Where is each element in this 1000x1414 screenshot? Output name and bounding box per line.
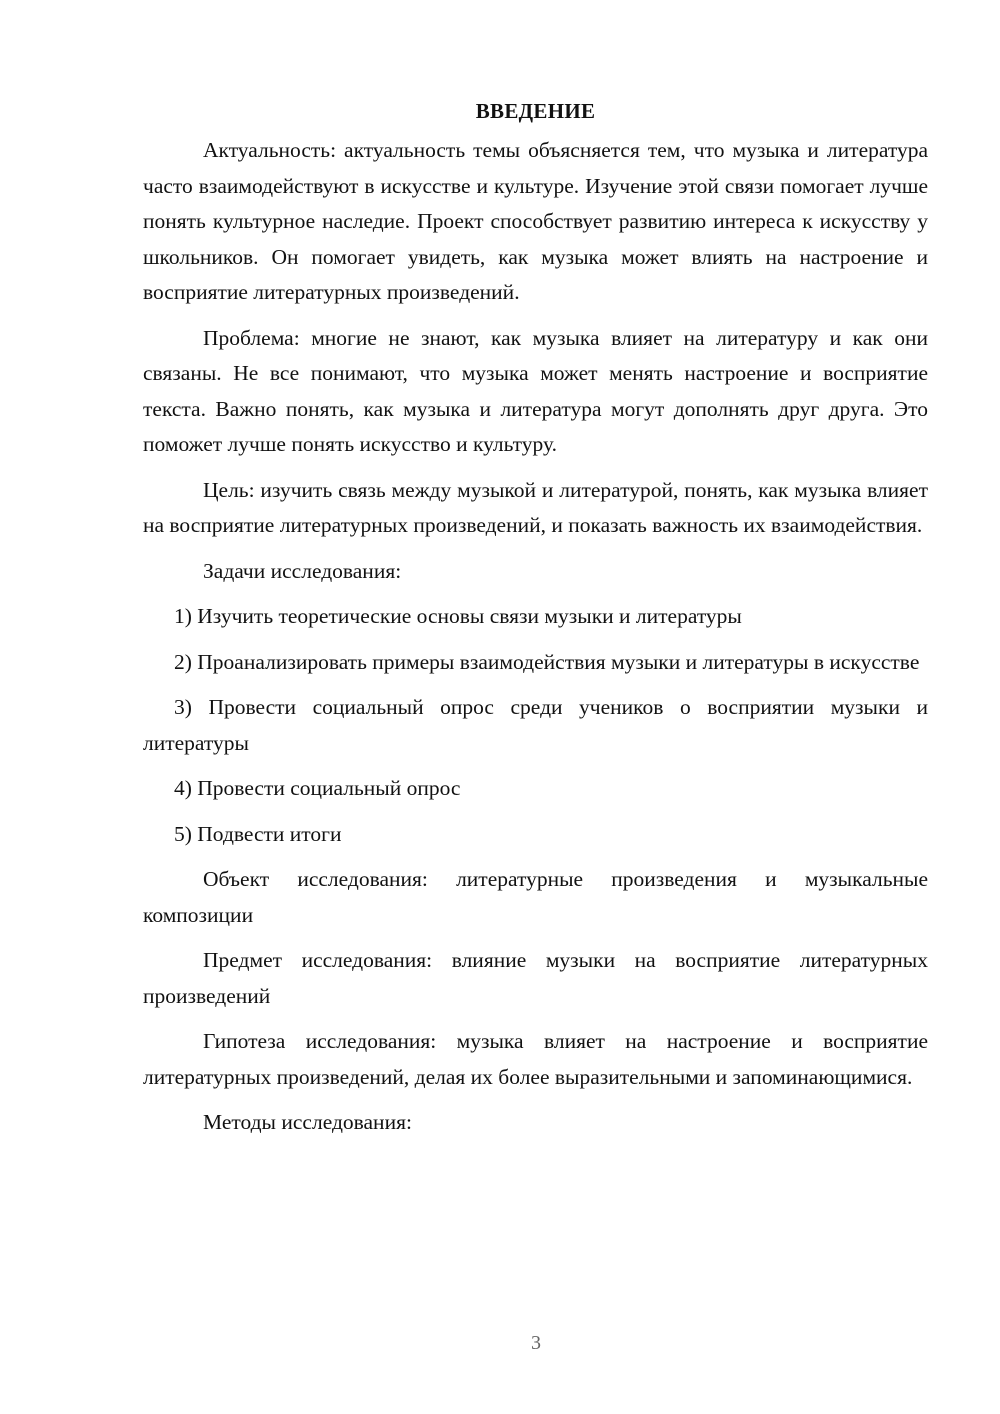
- list-item-task-3: 3) Провести социальный опрос среди учеников о восприятии музыки и литературы: [143, 695, 928, 755]
- paragraph-relevance: Актуальность: актуальность темы объясняется тем, что музыка и литература часто взаимодействуют в искусстве и культуре. Изучение этой связи помогает лучше понять культурное наследие. Проект способствует развитию интереса к искусству у школьников. Он помогает увидеть, как музыка может влиять на настроение и восприятие литературных произведений.: [143, 138, 928, 304]
- paragraph-research-subject: Предмет исследования: влияние музыки на восприятие литературных произведений: [143, 948, 928, 1008]
- paragraph-research-object: Объект исследования: литературные произведения и музыкальные композиции: [143, 867, 928, 927]
- list-item-task-2: 2) Проанализировать примеры взаимодействия музыки и литературы в искусстве: [174, 649, 920, 674]
- list-item-task-4: 4) Провести социальный опрос: [174, 776, 461, 800]
- paragraph-tasks-heading: Задачи исследования:: [203, 558, 402, 583]
- paragraph-methods-heading: Методы исследования:: [203, 1110, 412, 1134]
- paragraph-goal: Цель: изучить связь между музыкой и литературой, понять, как музыка влияет на восприятие литературных произведений, и показать важность их взаимодействия.: [143, 477, 928, 537]
- page-number: 3: [531, 1332, 541, 1354]
- paragraph-problem: Проблема: многие не знают, как музыка влияет на литературу и как они связаны. Не все понимают, что музыка может менять настроение и восприятие текста. Важно понять, как музыка и литература могут дополнять друг друга. Это поможет лучше понять искусство и культуру.: [143, 325, 928, 456]
- section-title: ВВЕДЕНИЕ: [475, 99, 596, 123]
- page-content: [143, 94, 928, 1151]
- list-item-task-1: 1) Изучить теоретические основы связи музыки и литературы: [174, 604, 742, 628]
- paragraph-hypothesis: Гипотеза исследования: музыка влияет на настроение и восприятие литературных произведений, делая их более выразительными и запоминающимися.: [143, 1029, 928, 1089]
- list-item-task-5: 5) Подвести итоги: [174, 821, 342, 846]
